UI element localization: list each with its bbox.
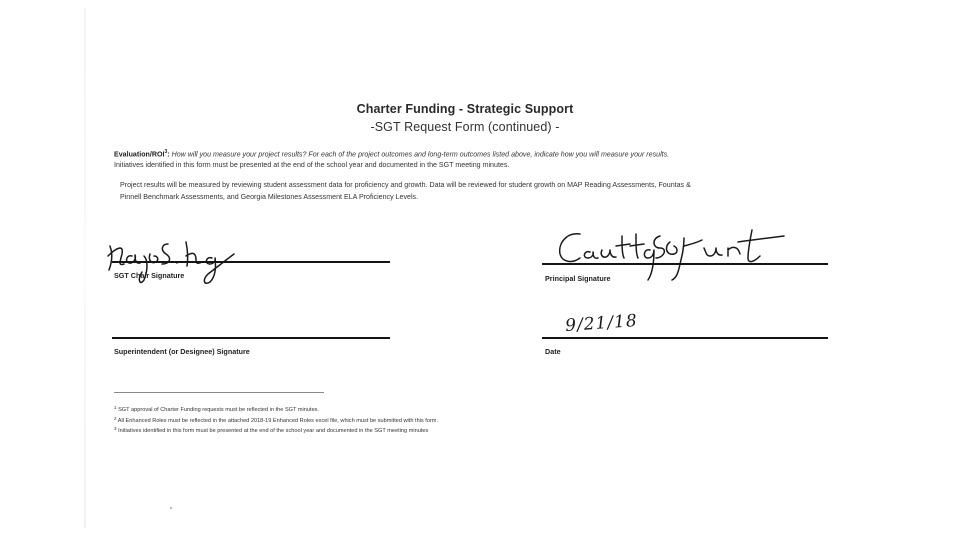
superintendent-signature-label: Superintendent (or Designee) Signature: [114, 347, 250, 356]
footnote-3-text: Initiatives identified in this form must be presented at the end of the school year and documented in the SGT meeting minutes: [118, 428, 429, 435]
footnote-2-text: All Enhanced Roles must be reflected in the attached 2018-19 Enhanced Roles excel file, which must be submitted with this form.: [117, 417, 439, 424]
evaluation-section: [114, 147, 814, 170]
principal-signature-line: [542, 263, 828, 265]
superintendent-signature-line: [112, 337, 390, 339]
evaluation-label-colon: :: [167, 150, 170, 159]
footnote-divider: [114, 392, 324, 393]
footnote-1-number: 1: [114, 405, 117, 410]
principal-signature-label: Principal Signature: [545, 274, 611, 283]
scan-speck: [170, 507, 172, 509]
sgt-chair-signature-label: SGT Chair Signature: [114, 271, 185, 280]
footnotes: [114, 404, 634, 436]
form-title: Charter Funding - Strategic Support: [356, 102, 574, 116]
form-subtitle: -SGT Request Form (continued) -: [370, 120, 560, 134]
evaluation-question: How will you measure your project results? For each of the project outcomes and long-term outcomes listed above, indicate how you will measure your results.: [171, 150, 670, 159]
scan-edge-shadow: [84, 8, 86, 528]
sgt-chair-signature-line: [112, 261, 390, 263]
evaluation-label: Evaluation/ROI: [114, 150, 165, 159]
footnote-2: [114, 415, 634, 426]
footnote-1-text: SGT approval of Charter Funding requests must be reflected in the SGT minutes.: [118, 407, 320, 413]
results-line-1: Project results will be measured by reviewing student assessment data for proficiency and growth. Data will be reviewed for student growth on MAP Reading Assessments, Fountas &: [120, 181, 691, 189]
date-label: Date: [545, 347, 561, 356]
evaluation-note: Initiatives identified in this form must be presented at the end of the school year and documented in the SGT meeting minutes.: [114, 160, 510, 169]
footnote-1: [114, 404, 634, 415]
results-line-2: Pinnell Benchmark Assessments, and Georgia Milestones Assessment ELA Proficiency Levels.: [120, 192, 419, 201]
project-results-text: [120, 180, 820, 203]
footnote-2-number: 2: [114, 415, 117, 421]
footnote-3-number: 3: [114, 426, 117, 432]
date-line: [542, 337, 828, 339]
evaluation-label-footnote-ref: 3: [164, 149, 168, 155]
date-handwritten-value: 9/21/18: [564, 310, 639, 336]
footnote-3: [114, 425, 634, 436]
